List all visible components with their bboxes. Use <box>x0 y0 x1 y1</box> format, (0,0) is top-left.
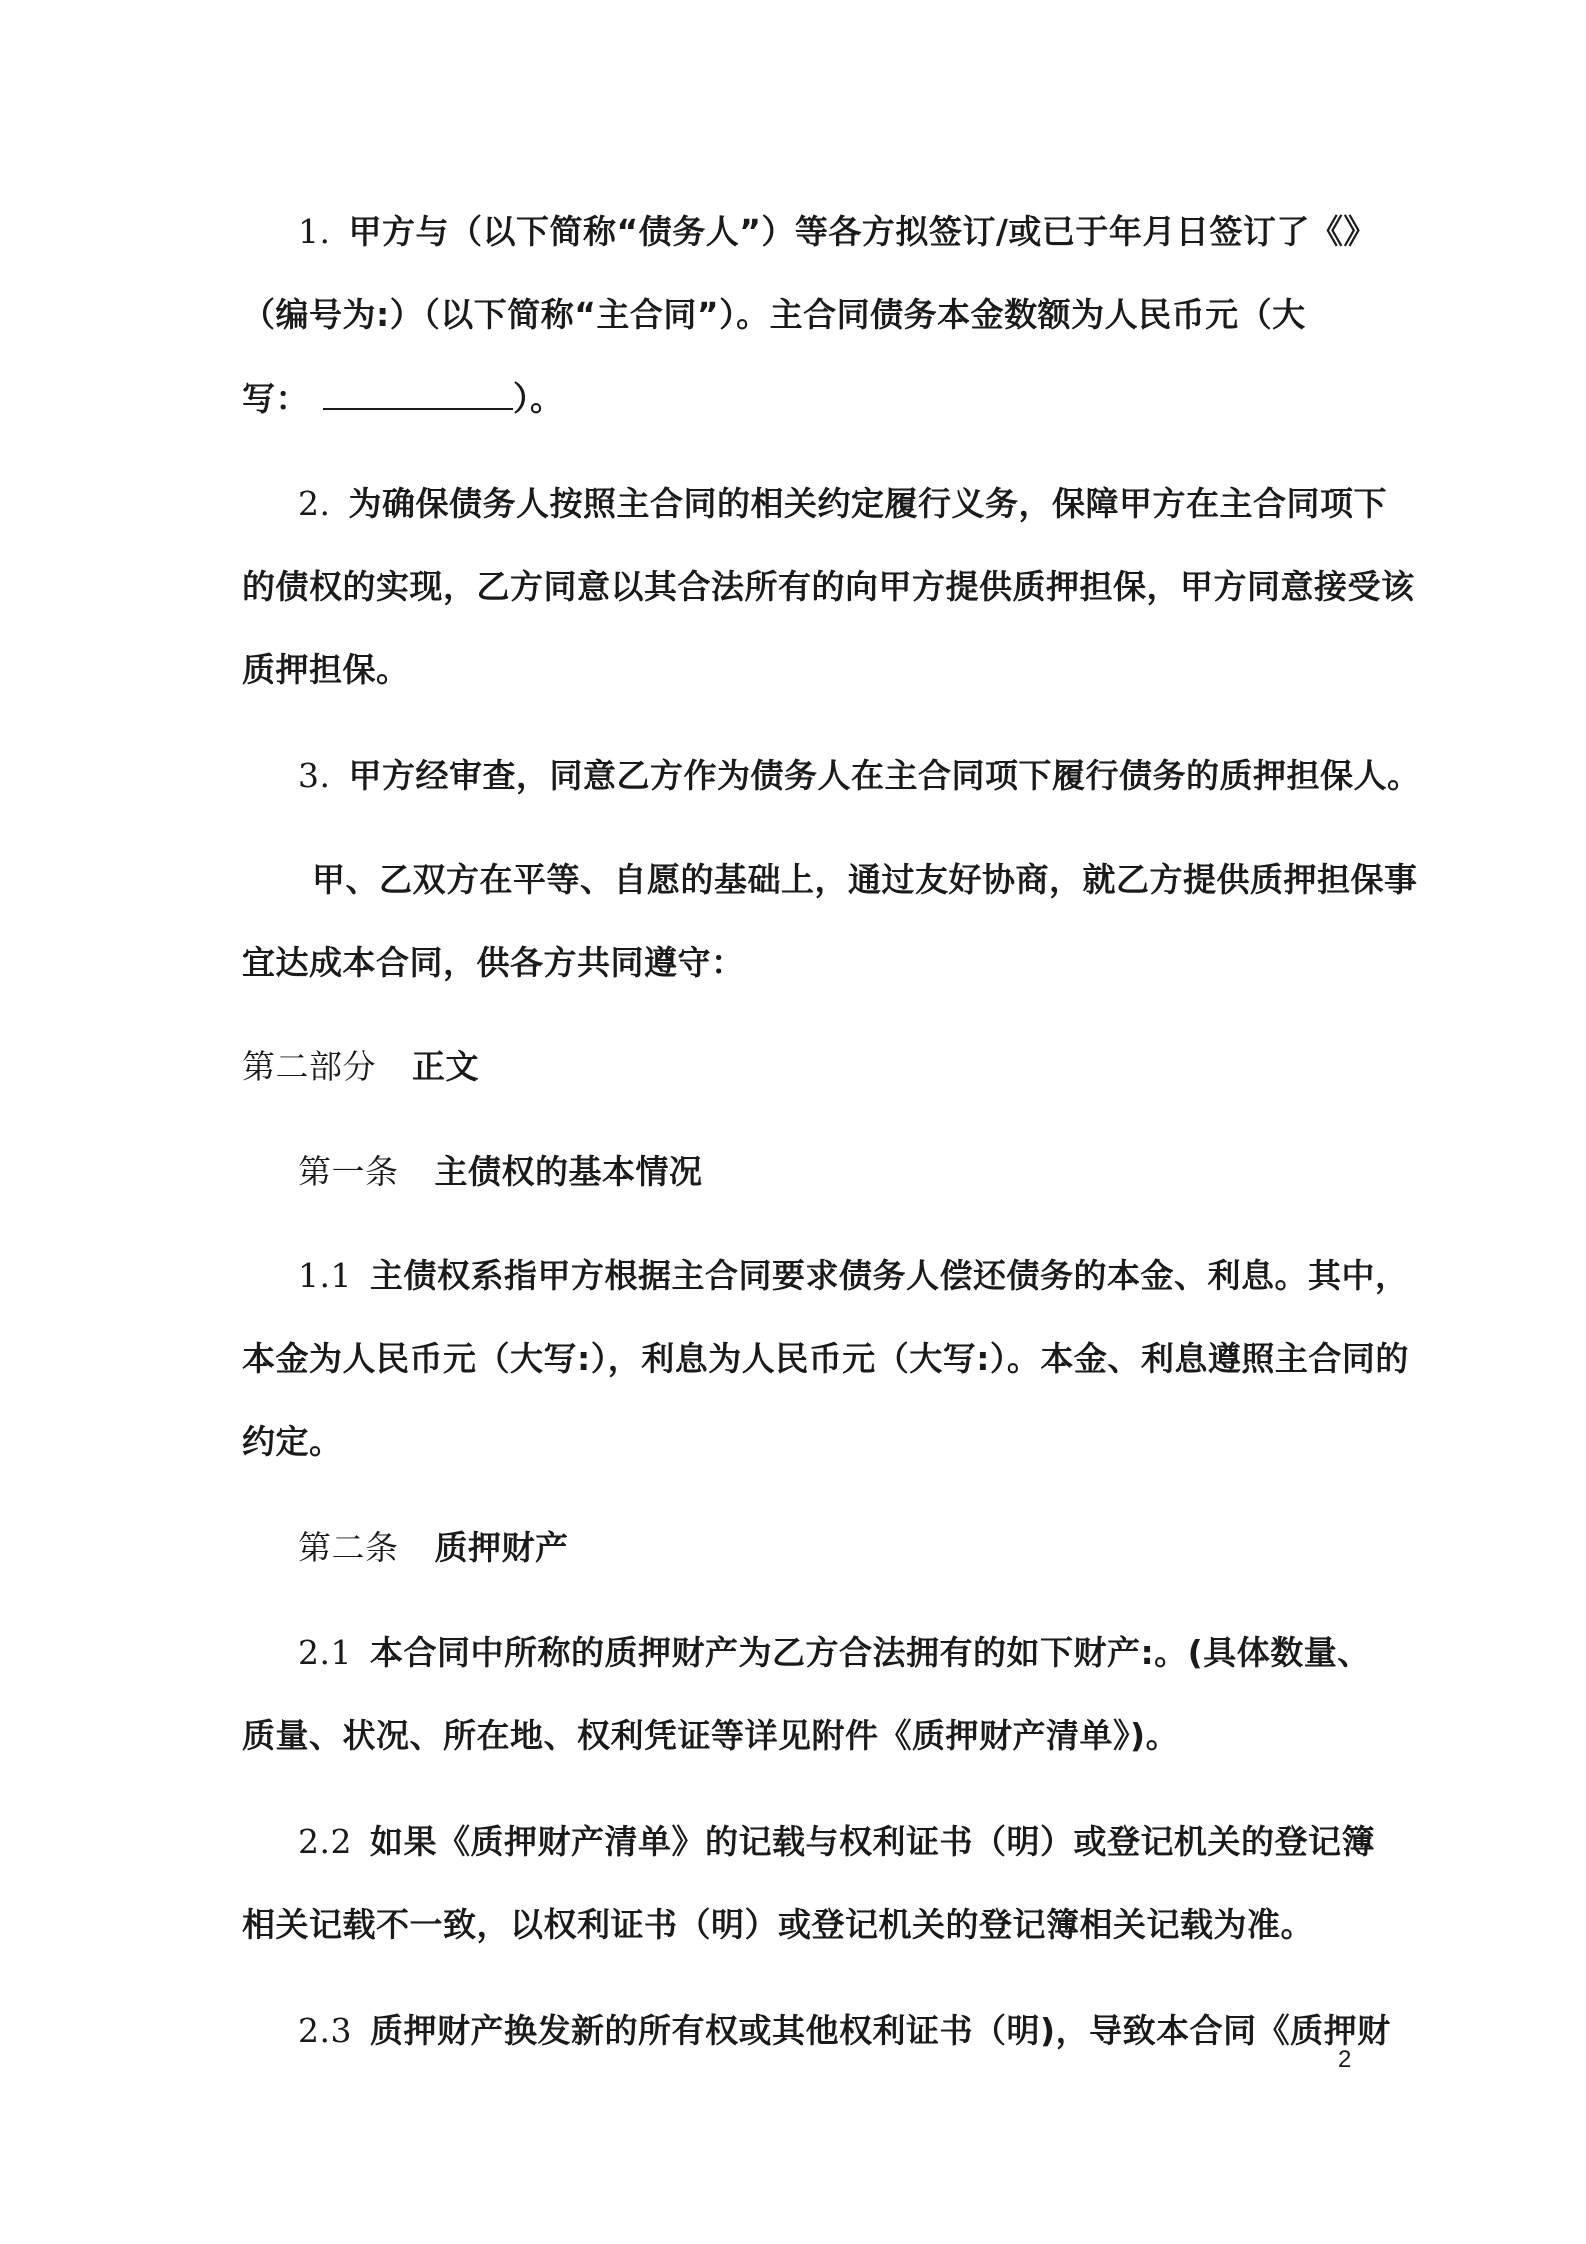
part-2-title: 正文 <box>412 1047 479 1086</box>
section-2-3-text-1: 质押财产换发新的所有权或其他权利证书（明)，导致本合同《质押财 <box>369 2011 1391 2050</box>
section-2-1-number: 2.1 <box>298 1633 352 1672</box>
para-2-line-2: 的债权的实现，乙方同意以其合法所有的向甲方提供质押担保，甲方同意接受该 <box>242 567 1415 606</box>
section-1-1-number: 1.1 <box>298 1256 352 1295</box>
section-2-3-number: 2.3 <box>298 2011 352 2050</box>
section-2-2-line-1 <box>298 1822 1375 1862</box>
article-2-label: 第二条 <box>298 1528 399 1567</box>
para-1-text-3b: ）。 <box>513 379 564 418</box>
para-1-text-1: 甲方与（以下简称“债务人”）等各方拟签订/或已于年月日签订了《》 <box>348 212 1377 251</box>
section-2-3-line-1 <box>298 2011 1391 2051</box>
para-1-text-3a: 写： <box>242 379 309 418</box>
article-2-heading <box>298 1528 569 1568</box>
section-2-1-text-1: 本合同中所称的质押财产为乙方合法拥有的如下财产:。(具体数量、 <box>369 1633 1371 1672</box>
section-2-1-line-1 <box>298 1633 1371 1673</box>
para-1-line-1 <box>298 212 1377 252</box>
part-2-label: 第二部分 <box>242 1047 376 1086</box>
para-4-line-1: 甲、乙双方在平等、自愿的基础上，通过友好协商，就乙方提供质押担保事 <box>312 860 1418 899</box>
article-1-label: 第一条 <box>298 1152 399 1191</box>
para-3-line-1 <box>298 756 1421 796</box>
article-2-title: 质押财产 <box>434 1528 569 1567</box>
para-3-number: 3. <box>298 756 331 795</box>
para-2-number: 2. <box>298 484 331 523</box>
para-2-line-3: 质押担保。 <box>242 650 410 689</box>
section-1-1-line-1 <box>298 1256 1408 1296</box>
para-1-line-3 <box>242 378 564 419</box>
section-1-1-text-1: 主债权系指甲方根据主合同要求债务人偿还债务的本金、利息。其中， <box>369 1256 1409 1295</box>
page-number: 2 <box>1338 2046 1352 2073</box>
para-4-line-2: 宜达成本合同，供各方共同遵守： <box>242 943 745 982</box>
section-2-2-text-1: 如果《质押财产清单》的记载与权利证书（明）或登记机关的登记簿 <box>369 1822 1375 1861</box>
article-1-heading <box>298 1152 703 1192</box>
section-2-2-number: 2.2 <box>298 1822 352 1861</box>
amount-uppercase-blank <box>323 378 513 410</box>
section-2-2-line-2: 相关记载不一致，以权利证书（明）或登记机关的登记簿相关记载为准。 <box>242 1905 1314 1944</box>
para-2-text-1: 为确保债务人按照主合同的相关约定履行义务，保障甲方在主合同项下 <box>348 484 1387 523</box>
para-1-line-2: （编号为:）（以下简称“主合同”）。主合同债务本金数额为人民币元（大 <box>242 295 1306 334</box>
section-2-1-line-2: 质量、状况、所在地、权利凭证等详见附件《质押财产清单》)。 <box>242 1716 1180 1755</box>
section-1-1-line-2: 本金为人民币元（大写:），利息为人民币元（大写:）。本金、利息遵照主合同的 <box>242 1339 1409 1378</box>
part-2-heading <box>242 1047 479 1087</box>
para-3-text-1: 甲方经审查，同意乙方作为债务人在主合同项下履行债务的质押担保人。 <box>348 756 1421 795</box>
para-1-number: 1. <box>298 212 331 251</box>
article-1-title: 主债权的基本情况 <box>434 1152 703 1191</box>
para-2-line-1 <box>298 484 1387 524</box>
section-1-1-line-3: 约定。 <box>242 1422 343 1461</box>
